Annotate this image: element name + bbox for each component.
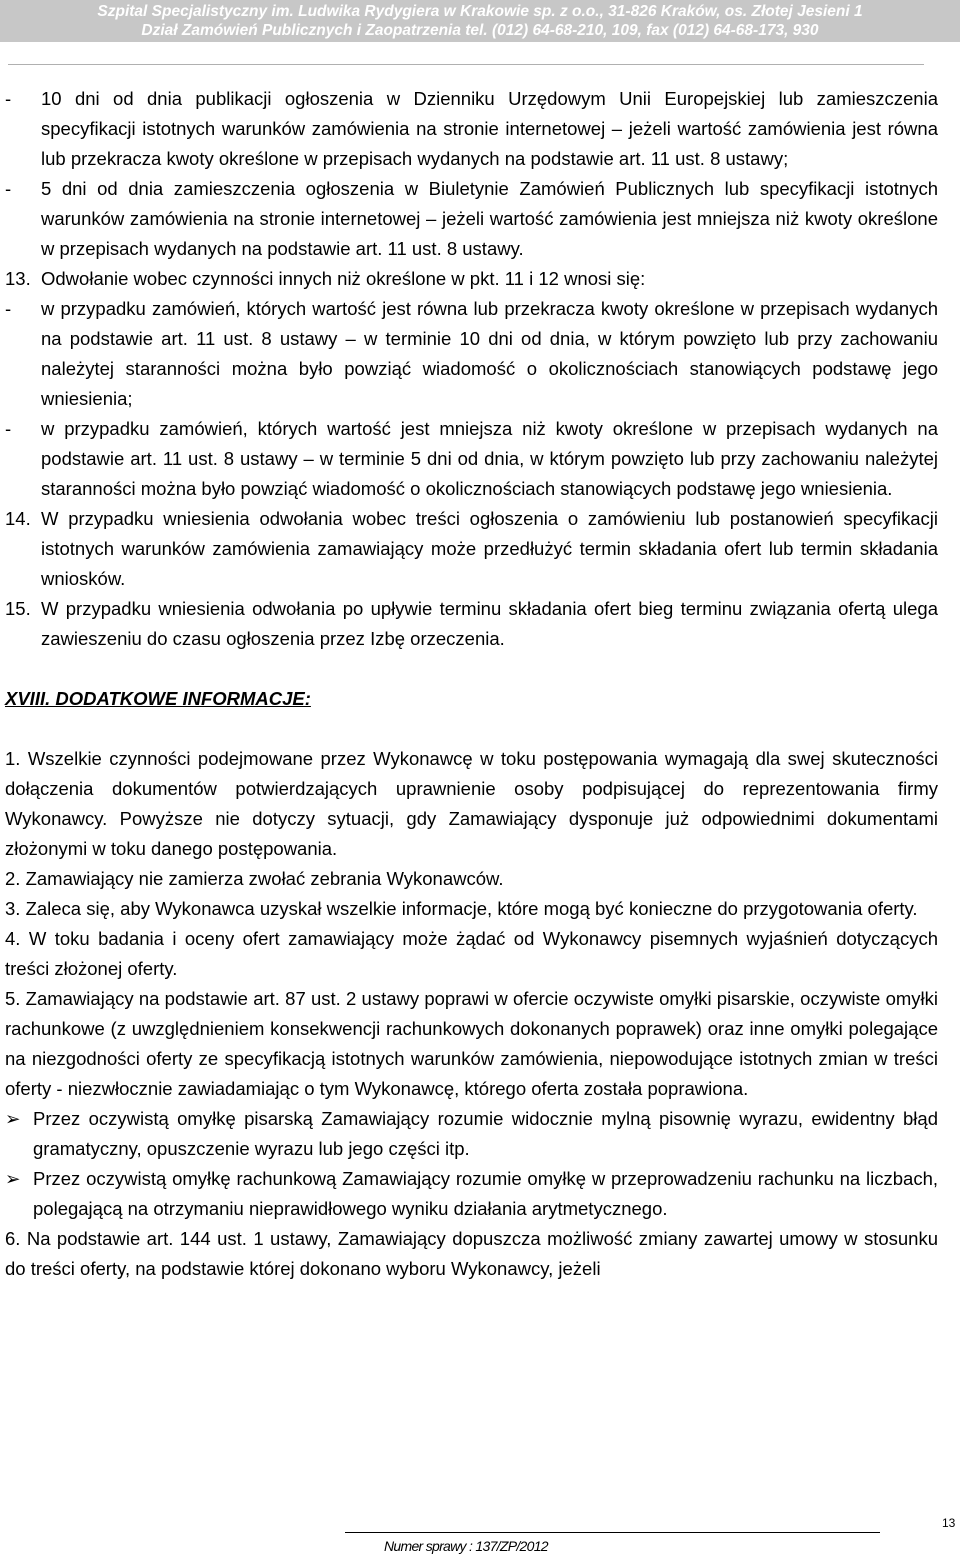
arrow-bullet-icon: ➢ — [5, 1108, 21, 1129]
section-title: XVIII. DODATKOWE INFORMACJE: — [5, 688, 311, 709]
item-13-sub-a: - w przypadku zamówień, których wartość jest równa lub przekracza kwoty określone w przepisach wydanych na podstawie art. 11 ust. 8 ustawy – w terminie 10 dni od dnia, w którym powzięto lub przy zachowaniu należytej staranności można było powziąć wiadomość o okolicznościach stanowiących podstawę jego wniesienia; — [5, 294, 938, 414]
document-body — [5, 84, 938, 1284]
item-number: 13. — [5, 268, 31, 289]
header-line-1: Szpital Specjalistyczny im. Ludwika Rydygiera w Krakowie sp. z o.o., 31-826 Kraków, os. Złotej Jesieni 1 — [97, 3, 863, 20]
list-dash: - — [5, 88, 12, 109]
item-number: 14. — [5, 508, 31, 529]
page-header — [0, 0, 960, 42]
list-dash: - — [5, 298, 12, 319]
list-dash: - — [5, 418, 12, 439]
item-14: 14. W przypadku wniesienia odwołania wobec treści ogłoszenia o zamówieniu lub postanowień specyfikacji istotnych warunków zamówienia zamawiający może przedłużyć termin składania ofert lub termin składania wniosków. — [5, 504, 938, 594]
info-3: 3. Zaleca się, aby Wykonawca uzyskał wszelkie informacje, które mogą być konieczne do przygotowania oferty. — [5, 898, 918, 919]
case-number: Numer sprawy : 137/ZP/2012 — [384, 1538, 548, 1554]
item-15: 15. W przypadku wniesienia odwołania po upływie terminu składania ofert bieg terminu związania ofertą ulega zawieszeniu do czasu ogłoszenia przez Izbę orzeczenia. — [5, 594, 938, 654]
arrow-bullet-icon: ➢ — [5, 1168, 21, 1189]
bullet-calculation-error: ➢ Przez oczywistą omyłkę rachunkową Zamawiający rozumie omyłkę w przeprowadzeniu rachunku na liczbach, polegającą na otrzymaniu nieprawidłowego wyniku działania arytmetycznego. — [5, 1164, 938, 1224]
info-4: 4. W toku badania i oceny ofert zamawiający może żądać od Wykonawcy pisemnych wyjaśnień dotyczących treści złożonej oferty. — [5, 928, 938, 979]
header-divider — [8, 64, 924, 65]
item-13: 13. Odwołanie wobec czynności innych niż określone w pkt. 11 i 12 wnosi się: — [5, 264, 938, 294]
paragraph-term-10-days: - 10 dni od dnia publikacji ogłoszenia w Dzienniku Urzędowym Unii Europejskiej lub zamieszczenia specyfikacji istotnych warunków zamówienia na stronie internetowej – jeżeli wartość zamówienia jest równa lub przekracza kwoty określone w przepisach wydanych na podstawie art. 11 ust. 8 ustawy; — [5, 84, 938, 174]
info-2: 2. Zamawiający nie zamierza zwołać zebrania Wykonawców. — [5, 868, 504, 889]
page-number: 13 — [942, 1516, 956, 1530]
list-dash: - — [5, 178, 12, 199]
paragraph-term-5-days: - 5 dni od dnia zamieszczenia ogłoszenia w Biuletynie Zamówień Publicznych lub specyfikacji istotnych warunków zamówienia na stronie internetowej – jeżeli wartość zamówienia jest mniejsza niż kwoty określone w przepisach wydanych na podstawie art. 11 ust. 8 ustawy. — [5, 174, 938, 264]
footer-divider — [345, 1532, 880, 1533]
item-13-sub-b: - w przypadku zamówień, których wartość jest mniejsza niż kwoty określone w przepisach wydanych na podstawie art. 11 ust. 8 ustawy – w terminie 5 dni od dnia, w którym powzięto lub przy zachowaniu należytej staranności można było powziąć wiadomość o okolicznościach stanowiących podstawę jego wniesienia. — [5, 414, 938, 504]
header-line-2: Dział Zamówień Publicznych i Zaopatrzenia tel. (012) 64-68-210, 109, fax (012) 64-68-173, 930 — [141, 22, 819, 39]
info-5: 5. Zamawiający na podstawie art. 87 ust. 2 ustawy poprawi w ofercie oczywiste omyłki pisarskie, oczywiste omyłki rachunkowe (z uwzględnieniem konsekwencji rachunkowych dokonanych poprawek) oraz inne omyłki polegające na niezgodności oferty ze specyfikacją istotnych warunków zamówienia, niepowodujące istotnych zmian w treści oferty - niezwłocznie zawiadamiając o tym Wykonawcę, którego oferta została poprawiona. — [5, 988, 938, 1099]
item-number: 15. — [5, 598, 31, 619]
bullet-clerical-error: ➢ Przez oczywistą omyłkę pisarską Zamawiający rozumie widocznie mylną pisownię wyrazu, ewidentny błąd gramatyczny, opuszczenie wyrazu lub jego części itp. — [5, 1104, 938, 1164]
info-1: 1. Wszelkie czynności podejmowane przez Wykonawcę w toku postępowania wymagają dla swej skuteczności dołączenia dokumentów potwierdzających uprawnienie osoby podpisującej do reprezentowania firmy Wykonawcy. Powyższe nie dotyczy sytuacji, gdy Zamawiający dysponuje już odpowiednimi dokumentami złożonymi w toku danego postępowania. — [5, 748, 938, 859]
info-6: 6. Na podstawie art. 144 ust. 1 ustawy, Zamawiający dopuszcza możliwość zmiany zawartej umowy w stosunku do treści oferty, na podstawie której dokonano wyboru Wykonawcy, jeżeli — [5, 1228, 938, 1279]
